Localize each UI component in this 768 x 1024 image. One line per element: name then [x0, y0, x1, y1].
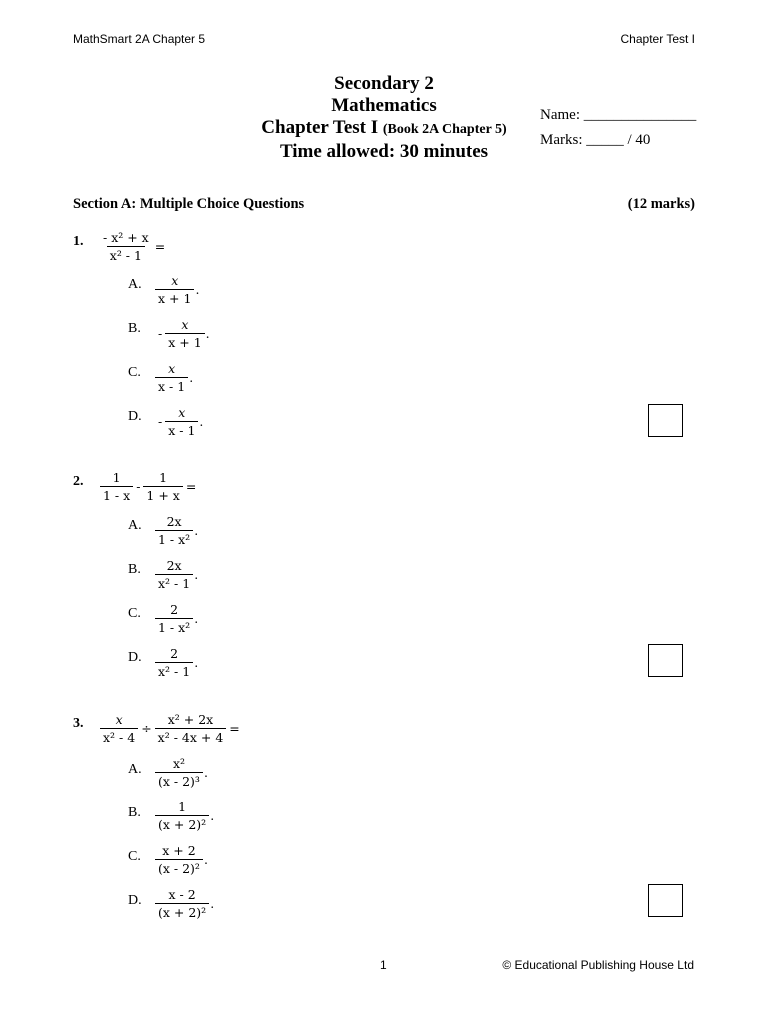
- option-letter: C.: [128, 606, 141, 621]
- denominator: (x - 2)²: [155, 859, 203, 876]
- numerator: 1: [112, 470, 121, 485]
- numerator: x + 2: [162, 843, 196, 858]
- fraction: [155, 602, 193, 635]
- fraction: [155, 712, 227, 745]
- denominator: x² - 4x + 4: [155, 728, 227, 745]
- student-info: [540, 103, 696, 153]
- numerator: 1: [159, 470, 168, 485]
- title-line-3: [200, 117, 568, 141]
- option-expression: $\frac{x - 2}{\text{(x + 2)²}}$ .: [155, 887, 214, 920]
- option-expression: $\frac{x + 2}{\text{(x - 2)²}}$ .: [155, 843, 208, 876]
- numerator: x: [171, 273, 179, 288]
- fraction: [155, 558, 193, 591]
- denominator: (x + 2)²: [155, 815, 209, 832]
- question-number: 2.: [73, 474, 84, 489]
- numerator: 2: [170, 646, 179, 661]
- section-heading: [73, 196, 695, 213]
- fraction: [165, 405, 198, 438]
- question-stem: [100, 230, 168, 263]
- title-line-3-main: Chapter Test I: [261, 117, 379, 138]
- fraction: [165, 317, 204, 350]
- fraction: [155, 756, 203, 789]
- option-letter: C.: [128, 365, 141, 380]
- numerator: x²: [172, 756, 185, 771]
- option-letter: C.: [128, 849, 141, 864]
- title-line-4: Time allowed: 30 minutes: [279, 141, 489, 162]
- option-expression: $\frac{x}{x - 1}$ .: [155, 361, 193, 394]
- numerator: 2: [170, 602, 179, 617]
- fraction: [100, 470, 133, 503]
- numerator: x² + 2x: [167, 712, 214, 727]
- title-line-1: Secondary 2: [334, 73, 434, 94]
- minus-sign: -: [158, 326, 163, 341]
- fraction: [143, 470, 182, 503]
- denominator: x² - 4: [100, 728, 138, 745]
- equals-sign: =: [185, 479, 197, 494]
- option-expression: - $\frac{x}{x + 1}$ .: [155, 317, 210, 350]
- fraction: [155, 843, 203, 876]
- denominator: x - 1: [165, 421, 198, 438]
- answer-box[interactable]: [648, 884, 683, 917]
- denominator: (x - 2)³: [155, 772, 203, 789]
- fraction: [100, 712, 138, 745]
- option-letter: A.: [128, 762, 142, 777]
- option-expression: $\frac{2}{\text{x² - 1}}$ .: [155, 646, 198, 679]
- running-header-left: MathSmart 2A Chapter 5: [73, 32, 206, 46]
- section-marks: (12 marks): [627, 196, 695, 212]
- option-letter: D.: [128, 893, 142, 908]
- fraction: [100, 230, 152, 263]
- option-expression: $\frac{1}{\text{(x + 2)²}}$ .: [155, 799, 214, 832]
- numerator: x: [181, 317, 189, 332]
- operator: -: [136, 479, 141, 494]
- running-header-right: Chapter Test I: [620, 32, 695, 46]
- denominator: x + 1: [165, 333, 204, 350]
- option-expression: $\frac{2}{\text{1 - x²}}$ .: [155, 602, 198, 635]
- section-title: Section A: Multiple Choice Questions: [73, 196, 305, 212]
- denominator: x + 1: [155, 289, 194, 306]
- title-line-3-suffix: (Book 2A Chapter 5): [382, 122, 507, 137]
- denominator: x² - 1: [155, 574, 193, 591]
- fraction: [155, 799, 209, 832]
- fraction: [155, 514, 193, 547]
- option-letter: D.: [128, 409, 142, 424]
- option-expression: $\frac{x}{x + 1}$ .: [155, 273, 199, 306]
- option-letter: B.: [128, 562, 141, 577]
- numerator: x: [115, 712, 123, 727]
- denominator: 1 - x²: [155, 530, 193, 547]
- question-number: 1.: [73, 234, 84, 249]
- option-letter: B.: [128, 805, 141, 820]
- copyright: © Educational Publishing House Ltd: [502, 958, 694, 972]
- answer-box[interactable]: [648, 404, 683, 437]
- numerator: - x² + x: [103, 230, 149, 245]
- numerator: x: [168, 361, 176, 376]
- numerator: 1: [178, 799, 187, 814]
- option-expression: $\frac{2x}{\text{1 - x²}}$ .: [155, 514, 198, 547]
- denominator: x² - 1: [155, 662, 193, 679]
- question-number: 3.: [73, 716, 84, 731]
- page-number: 1: [380, 958, 387, 972]
- option-letter: A.: [128, 518, 142, 533]
- title-block: [200, 73, 568, 163]
- option-letter: A.: [128, 277, 142, 292]
- fraction: [155, 646, 193, 679]
- equals-sign: =: [154, 239, 166, 254]
- marks-field: Marks: _____ / 40: [540, 132, 651, 148]
- fraction: [155, 273, 194, 306]
- operator: ÷: [141, 721, 152, 736]
- name-field[interactable]: Name: _______________: [540, 107, 697, 123]
- denominator: x² - 1: [107, 246, 145, 263]
- fraction: [155, 361, 188, 394]
- option-expression: $\frac{2x}{\text{x² - 1}}$ .: [155, 558, 198, 591]
- denominator: 1 - x: [100, 486, 133, 503]
- numerator: 2x: [166, 558, 182, 573]
- option-letter: B.: [128, 321, 141, 336]
- minus-sign: -: [158, 414, 163, 429]
- question-stem: [100, 712, 243, 745]
- numerator: x - 2: [168, 887, 196, 902]
- fraction: [155, 887, 209, 920]
- denominator: 1 - x²: [155, 618, 193, 635]
- question-stem: [100, 470, 199, 503]
- option-expression: - $\frac{x}{x - 1}$ .: [155, 405, 203, 438]
- numerator: 2x: [166, 514, 182, 529]
- numerator: x: [178, 405, 186, 420]
- option-expression: $\frac{\text{x²}}{\text{(x - 2)³}}$ .: [155, 756, 208, 789]
- equals-sign: =: [229, 721, 240, 736]
- denominator: 1 + x: [143, 486, 182, 503]
- denominator: x - 1: [155, 377, 188, 394]
- title-line-2: Mathematics: [331, 95, 437, 116]
- option-letter: D.: [128, 650, 142, 665]
- denominator: (x + 2)²: [155, 903, 209, 920]
- answer-box[interactable]: [648, 644, 683, 677]
